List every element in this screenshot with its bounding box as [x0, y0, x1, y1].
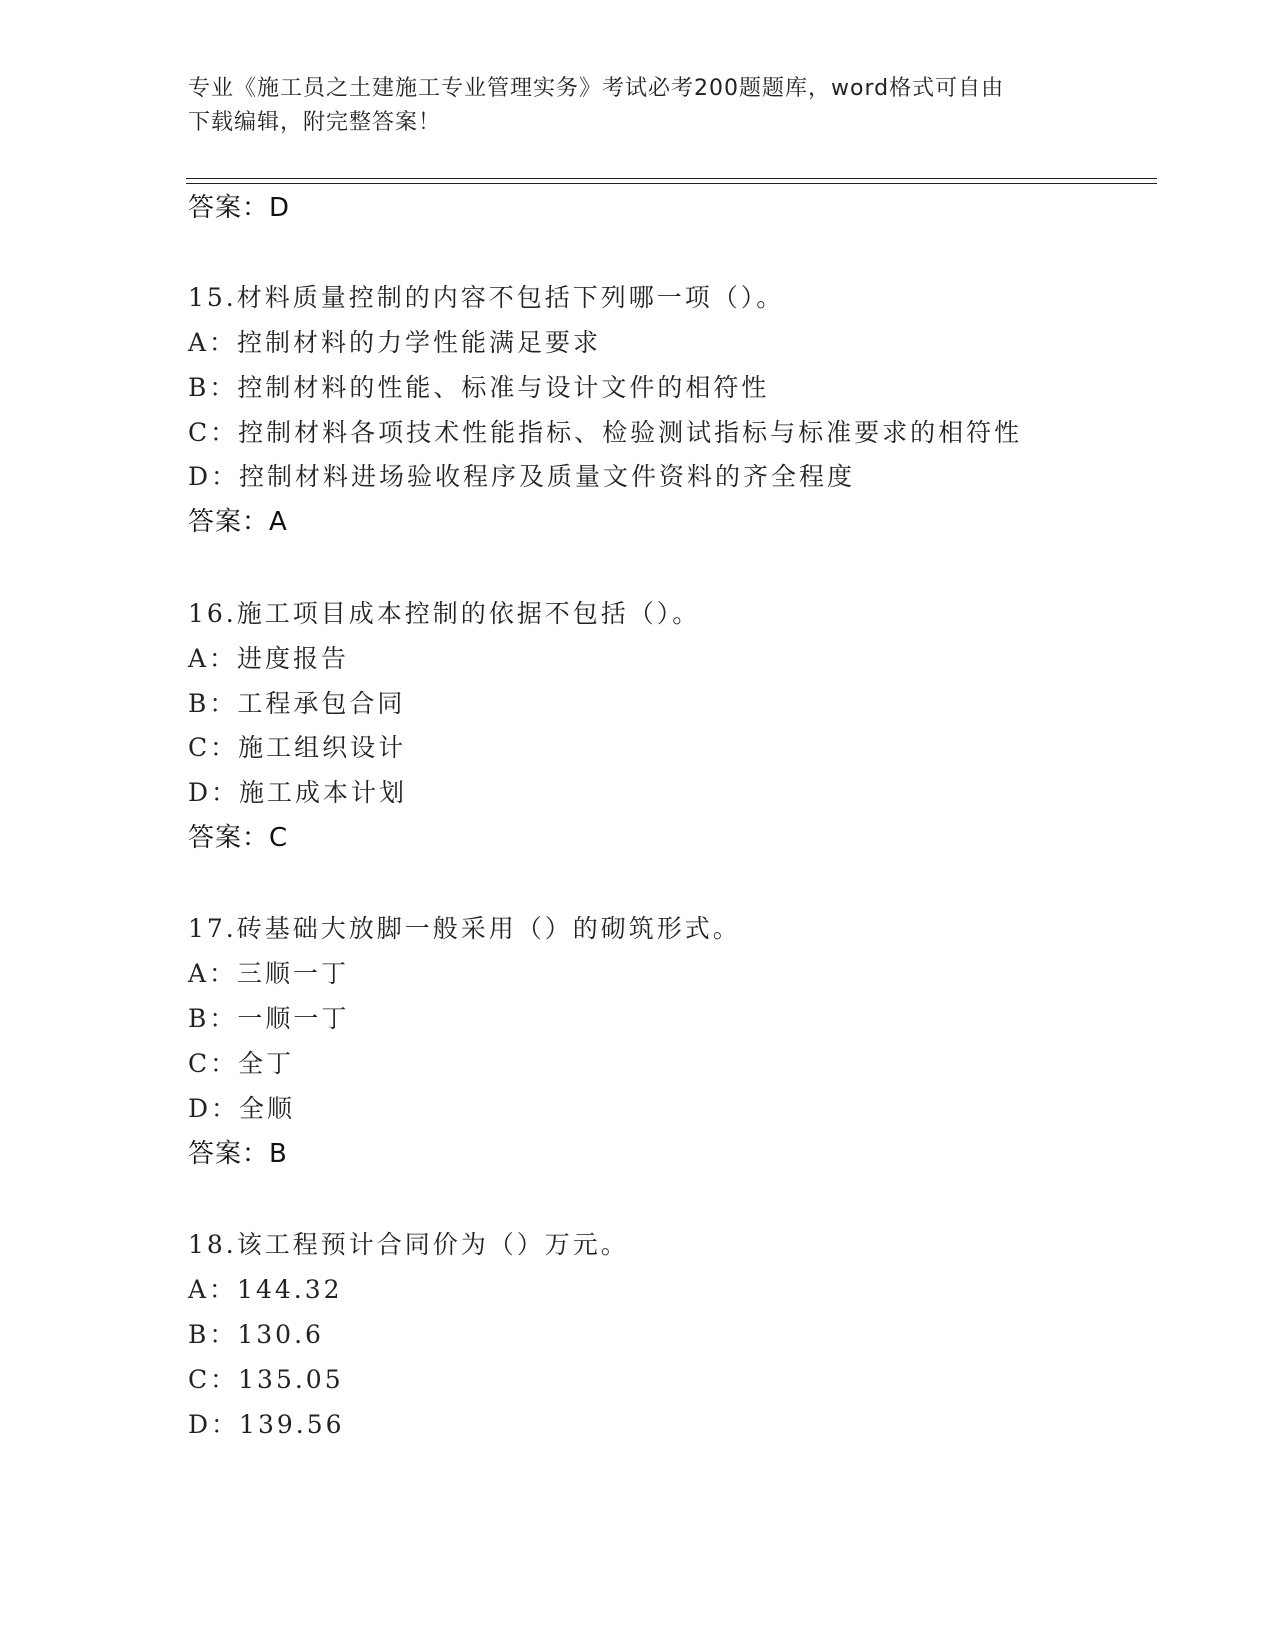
header-line-2: 下载编辑，附完整答案！	[188, 110, 442, 135]
answer-15	[188, 506, 287, 538]
option-16-b: B：工程承包合同	[188, 689, 406, 718]
header-divider-bottom	[186, 183, 1157, 184]
option-17-b: B：一顺一丁	[188, 1004, 350, 1033]
option-15-b: B：控制材料的性能、标准与设计文件的相符性	[188, 373, 770, 402]
option-15-a: A：控制材料的力学性能满足要求	[188, 328, 602, 357]
option-15-c: C：控制材料各项技术性能指标、检验测试指标与标准要求的相符性	[188, 418, 1023, 447]
option-16-a: A：进度报告	[188, 644, 350, 673]
answer-label: 答案：	[188, 1139, 270, 1169]
answer-label: 答案：	[188, 823, 270, 853]
answer-label: 答案：	[188, 193, 270, 223]
question-stem-17: 17.砖基础大放脚一般采用（）的砌筑形式。	[188, 914, 741, 943]
option-16-d: D：施工成本计划	[188, 778, 408, 807]
option-18-c: C：135.05	[188, 1365, 344, 1394]
answer-value: B	[269, 1139, 287, 1169]
question-stem-18: 18.该工程预计合同价为（）万元。	[188, 1230, 629, 1259]
answer-value: C	[269, 823, 288, 853]
prev-answer	[188, 192, 289, 224]
answer-value: D	[269, 193, 290, 223]
answer-value: A	[269, 507, 287, 537]
answer-17	[188, 1138, 287, 1170]
option-18-a: A：144.32	[188, 1275, 343, 1304]
option-17-a: A：三顺一丁	[188, 959, 350, 988]
option-18-d: D：139.56	[188, 1410, 345, 1439]
header-divider-top	[186, 178, 1157, 179]
answer-label: 答案：	[188, 507, 270, 537]
header-line-1: 专业《施工员之土建施工专业管理实务》考试必考200题题库，word格式可自由	[188, 76, 1005, 101]
question-stem-16: 16.施工项目成本控制的依据不包括（）。	[188, 599, 701, 628]
option-17-d: D：全顺	[188, 1094, 296, 1123]
option-16-c: C：施工组织设计	[188, 733, 407, 762]
document-header	[188, 72, 1068, 140]
option-15-d: D：控制材料进场验收程序及质量文件资料的齐全程度	[188, 462, 856, 491]
answer-16	[188, 822, 287, 854]
question-stem-15: 15.材料质量控制的内容不包括下列哪一项（）。	[188, 283, 785, 312]
option-18-b: B：130.6	[188, 1320, 324, 1349]
option-17-c: C：全丁	[188, 1049, 295, 1078]
